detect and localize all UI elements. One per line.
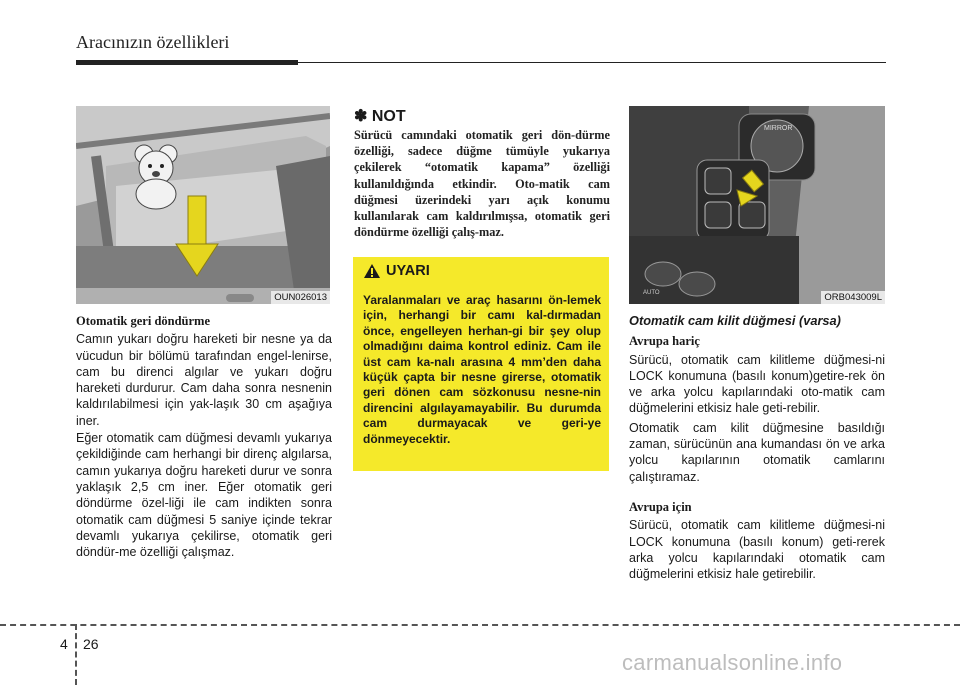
window-photo-illustration [76, 106, 330, 304]
paragraph: Otomatik cam kilit düğmesine basıldığı zaman, sürücünün ana kumandası ön ve arka yolcu kapılarının otomatik camlarını çalıştıramaz. [629, 420, 885, 484]
switch-panel-illustration [629, 106, 885, 304]
header-rule-thin [298, 62, 886, 63]
window-auto-reverse-photo [76, 106, 330, 304]
warning-header [363, 263, 430, 279]
warning-triangle-icon [363, 263, 381, 279]
section-title: Aracınızın özellikleri [76, 32, 230, 52]
image-caption: ORB043009L [821, 291, 885, 304]
note-symbol-icon: ✽ [354, 108, 368, 125]
note-heading [354, 106, 406, 126]
mirror-label: MIRROR [764, 125, 793, 132]
right-column [629, 313, 885, 583]
paragraph: Sürücü, otomatik cam kilitleme düğmesi-ni LOCK konumuna (basılı konum) geti-rerek arka yolcu kapılarındaki otomatik cam düğmelerini etkisiz hale getirebilir. [629, 518, 885, 582]
footer-vertical-divider [75, 624, 77, 685]
watermark: carmanualsonline.info [622, 650, 843, 675]
page-number: 26 [83, 636, 99, 652]
paragraph: Eğer otomatik cam düğmesi devamlı yukarıya çekildiğinde cam herhangi bir direnç algılarsa, camın yukarıya doğru hareketi durur ve sonra yaklaşık 2,5 cm iner. Eğer otomatik geri döndürme özel-liği ile cam indikten sonra otomatik cam düğmesi 5 saniye içinde tekrar devamlı yukarıya çekilirse, otomatik geri döndür-me özelliği çalışmaz. [76, 431, 332, 560]
subheading: Avrupa hariç [629, 334, 700, 349]
left-column [76, 313, 332, 561]
window-lock-switch-photo [629, 106, 885, 304]
paragraph: Sürücü, otomatik cam kilitleme düğmesi-ni LOCK konumuna (basılı konum)getire-rek ön ve arka yolcu kapılarındaki oto-matik cam düğmelerini etkisiz hale geti-rebilir. [629, 352, 885, 416]
paragraph: Camın yukarı doğru hareketi bir nesne ya da vücudun bir bölümü tarafından engel-lenirse, cam bu direnci algılar ve yukarı doğru hareketi durdurur. Cam daha sonra nesnenin kaldırılabilmesi için yak-laşık 30 cm aşağıya iner. [76, 332, 332, 428]
warning-title: UYARI [386, 263, 430, 279]
warning-box [353, 257, 609, 471]
chapter-number: 4 [60, 636, 68, 652]
teddy-bear-icon [135, 145, 177, 209]
photo-decor [226, 294, 254, 302]
note-title: NOT [371, 108, 406, 125]
warning-text: Yaralanmaları ve araç hasarını ön-lemek için, herhangi bir camı kal-dırmadan önce, engelleyen herhan-gi bir şey olup olmadığını daima kontrol ediniz. Cam ile üst cam ka-nalı arasına 4 mm’den daha küçük çapta bir nesne girerse, otomatik geri dönen cam sözkonusu nesne-nin direncini algılayamayabilir. Bu durumda cam durmayacak ve geri-ye dönmeyecektir. [363, 293, 601, 446]
section-heading: Otomatik cam kilit düğmesi (varsa) [629, 313, 841, 328]
auto-label: AUTO [643, 290, 660, 296]
section-heading: Otomatik geri döndürme [76, 314, 211, 328]
note-text: Sürücü camındaki otomatik geri dön-dürme özelliği, sadece düğme tümüyle yukarıya çekilerek “otomatik kapama” özelliği kullanıldığında etkindir. Oto-matik cam düğmesi üzerindeki yarı açık konumu kullanılarak cam kaldırılmışsa, otomatik geri döndürme özelliği çalış-maz. [354, 128, 610, 240]
footer-divider [0, 624, 960, 626]
image-caption: OUN026013 [271, 291, 330, 304]
subheading: Avrupa için [629, 499, 692, 514]
header-rule-thick [76, 60, 298, 65]
